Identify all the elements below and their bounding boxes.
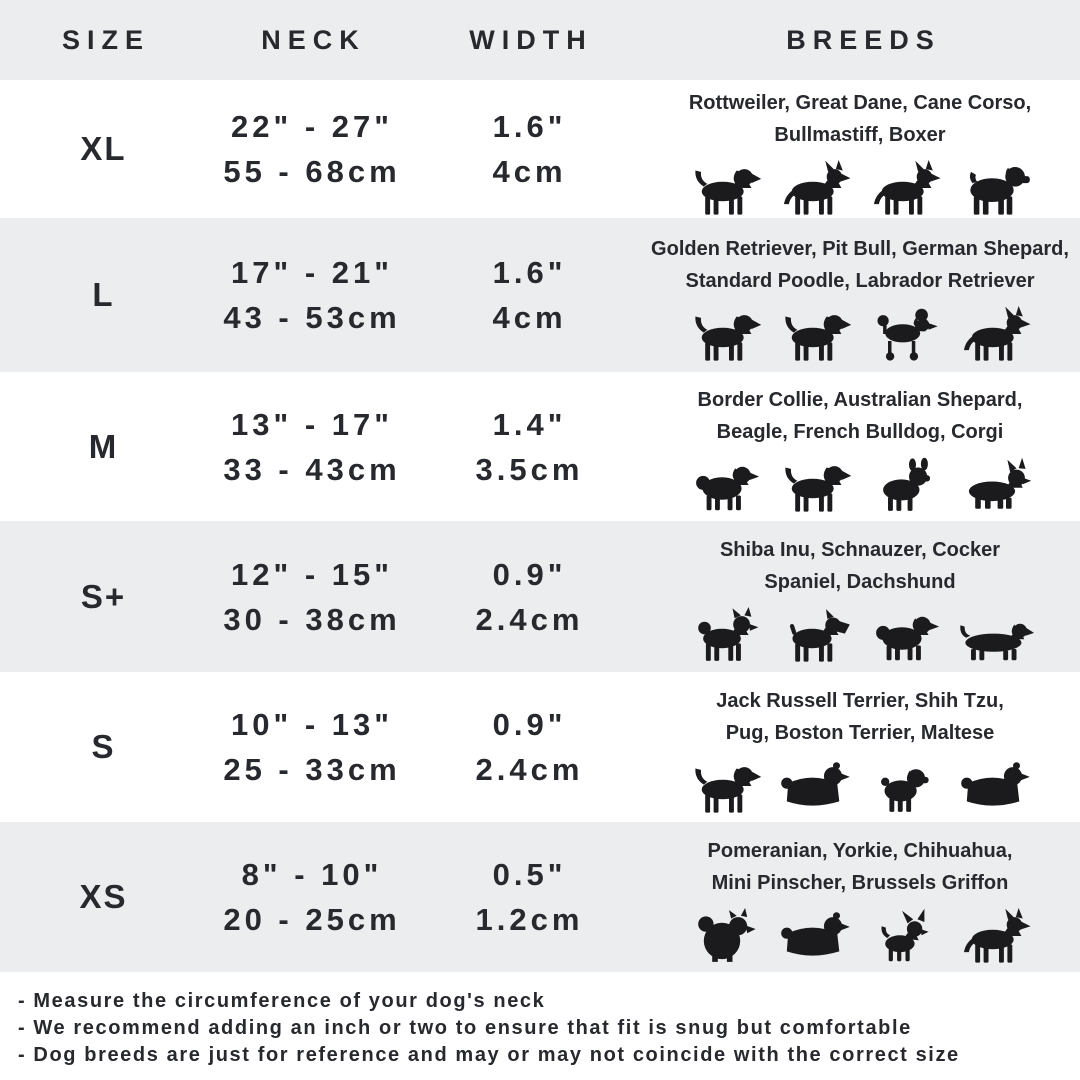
header-width: WIDTH: [469, 24, 593, 55]
table-row: [0, 521, 1080, 672]
breed-icons: [687, 754, 1034, 814]
breed-icons: [687, 904, 1034, 964]
size-label: S+: [80, 577, 127, 615]
size-table-body: [0, 80, 1080, 972]
neck-measurement: [205, 552, 415, 642]
table-row: [0, 80, 1080, 218]
bullmastiff-icon: [957, 160, 1034, 216]
pug-icon: [867, 758, 944, 814]
width-inches: 1.6": [492, 255, 567, 290]
french-bulldog-icon: [867, 457, 944, 513]
table-row: [0, 372, 1080, 521]
neck-inches: 8" - 10": [241, 857, 383, 892]
size-label: M: [88, 427, 119, 465]
width-inches: 1.6": [492, 109, 567, 144]
breed-names-line1: Pomeranian, Yorkie, Chihuahua,: [707, 839, 1013, 862]
standard-poodle-icon: [867, 306, 944, 362]
width-cm: 4cm: [492, 300, 567, 335]
breed-icons: [687, 453, 1034, 513]
table-row: [0, 822, 1080, 972]
breed-names-line2: Spaniel, Dachshund: [764, 571, 956, 593]
breeds-cell: [640, 681, 1080, 814]
width-measurement: [415, 702, 640, 792]
breed-icons: [687, 302, 1034, 362]
header-neck: NECK: [261, 24, 366, 55]
header-breeds: BREEDS: [786, 24, 941, 55]
neck-cm: 55 - 68cm: [223, 154, 401, 189]
width-cm: 2.4cm: [475, 601, 584, 637]
shiba-inu-icon: [687, 607, 764, 663]
width-cm: 3.5cm: [475, 451, 584, 487]
neck-cm: 33 - 43cm: [223, 451, 401, 487]
neck-inches: 22" - 27": [231, 109, 393, 144]
neck-measurement: [205, 402, 415, 492]
neck-cm: 25 - 33cm: [223, 752, 401, 787]
size-label: S: [91, 728, 116, 765]
labrador-retriever-icon: [777, 306, 854, 362]
shih-tzu-icon: [777, 758, 854, 814]
width-cm: 2.4cm: [475, 752, 584, 787]
neck-measurement: [205, 250, 415, 340]
breed-names-line1: Rottweiler, Great Dane, Cane Corso,: [688, 91, 1032, 114]
size-label: L: [92, 276, 115, 313]
note-reference: - Dog breeds are just for reference and may or may not coincide with the correct size: [18, 1044, 960, 1066]
width-measurement: [415, 402, 640, 492]
pomeranian-icon: [687, 908, 764, 964]
width-cm: 4cm: [492, 154, 567, 189]
width-measurement: [415, 552, 640, 642]
breeds-cell: [640, 380, 1080, 513]
breed-names-line2: Pug, Boston Terrier, Maltese: [725, 721, 995, 744]
neck-measurement: [205, 702, 415, 792]
maltese-icon: [957, 758, 1034, 814]
mini-pinscher-icon: [957, 908, 1034, 964]
german-shepard-icon: [957, 306, 1034, 362]
notes: [0, 972, 1080, 1080]
table-header: [0, 0, 1080, 80]
breeds-cell: [640, 530, 1080, 663]
breed-names-line2: Mini Pinscher, Brussels Griffon: [711, 871, 1009, 894]
note-recommend: - We recommend adding an inch or two to ensure that fit is snug but comfortable: [18, 1017, 912, 1039]
header-size: SIZE: [61, 24, 150, 55]
breed-names-line1: Jack Russell Terrier, Shih Tzu,: [716, 689, 1004, 712]
width-inches: 0.9": [492, 707, 567, 742]
cocker-spaniel-icon: [867, 607, 944, 663]
note-measure: - Measure the circumference of your dog's neck: [18, 990, 546, 1012]
breeds-cell: [640, 83, 1080, 216]
breed-icons: [687, 156, 1034, 216]
width-measurement: [415, 852, 640, 942]
dachshund-icon: [957, 607, 1034, 663]
neck-cm: 30 - 38cm: [223, 601, 401, 637]
beagle-icon: [777, 457, 854, 513]
width-inches: 0.9": [492, 556, 567, 592]
size-label: XL: [80, 130, 127, 167]
breeds-cell: [640, 229, 1080, 362]
neck-measurement: [205, 852, 415, 942]
size-label: XS: [79, 878, 128, 915]
yorkie-icon: [777, 908, 854, 964]
neck-inches: 10" - 13": [231, 707, 393, 742]
width-measurement: [415, 104, 640, 194]
schnauzer-icon: [777, 607, 854, 663]
width-inches: 1.4": [492, 406, 567, 442]
breed-names-line1: Shiba Inu, Schnauzer, Cocker: [719, 539, 1001, 561]
corgi-icon: [957, 457, 1034, 513]
neck-cm: 43 - 53cm: [223, 300, 401, 335]
neck-inches: 13" - 17": [231, 406, 393, 442]
breed-names-line2: Bullmastiff, Boxer: [774, 123, 946, 146]
chihuahua-icon: [867, 908, 944, 964]
cane-corso-icon: [867, 160, 944, 216]
golden-retriever-icon: [687, 306, 764, 362]
great-dane-icon: [777, 160, 854, 216]
width-measurement: [415, 250, 640, 340]
neck-measurement: [205, 104, 415, 194]
breed-names-line2: Beagle, French Bulldog, Corgi: [716, 421, 1004, 443]
width-inches: 0.5": [492, 857, 567, 892]
neck-inches: 12" - 15": [231, 556, 393, 592]
rottweiler-icon: [687, 160, 764, 216]
breed-names-line1: Golden Retriever, Pit Bull, German Shepard,: [651, 237, 1069, 260]
breed-icons: [687, 603, 1034, 663]
table-row: [0, 218, 1080, 372]
table-row: [0, 672, 1080, 822]
neck-inches: 17" - 21": [231, 255, 393, 290]
width-cm: 1.2cm: [475, 902, 584, 937]
jack-russell-terrier-icon: [687, 758, 764, 814]
breed-names-line2: Standard Poodle, Labrador Retriever: [685, 269, 1035, 292]
border-collie-icon: [687, 457, 764, 513]
breed-names-line1: Border Collie, Australian Shepard,: [697, 389, 1023, 411]
neck-cm: 20 - 25cm: [223, 902, 401, 937]
breeds-cell: [640, 831, 1080, 964]
